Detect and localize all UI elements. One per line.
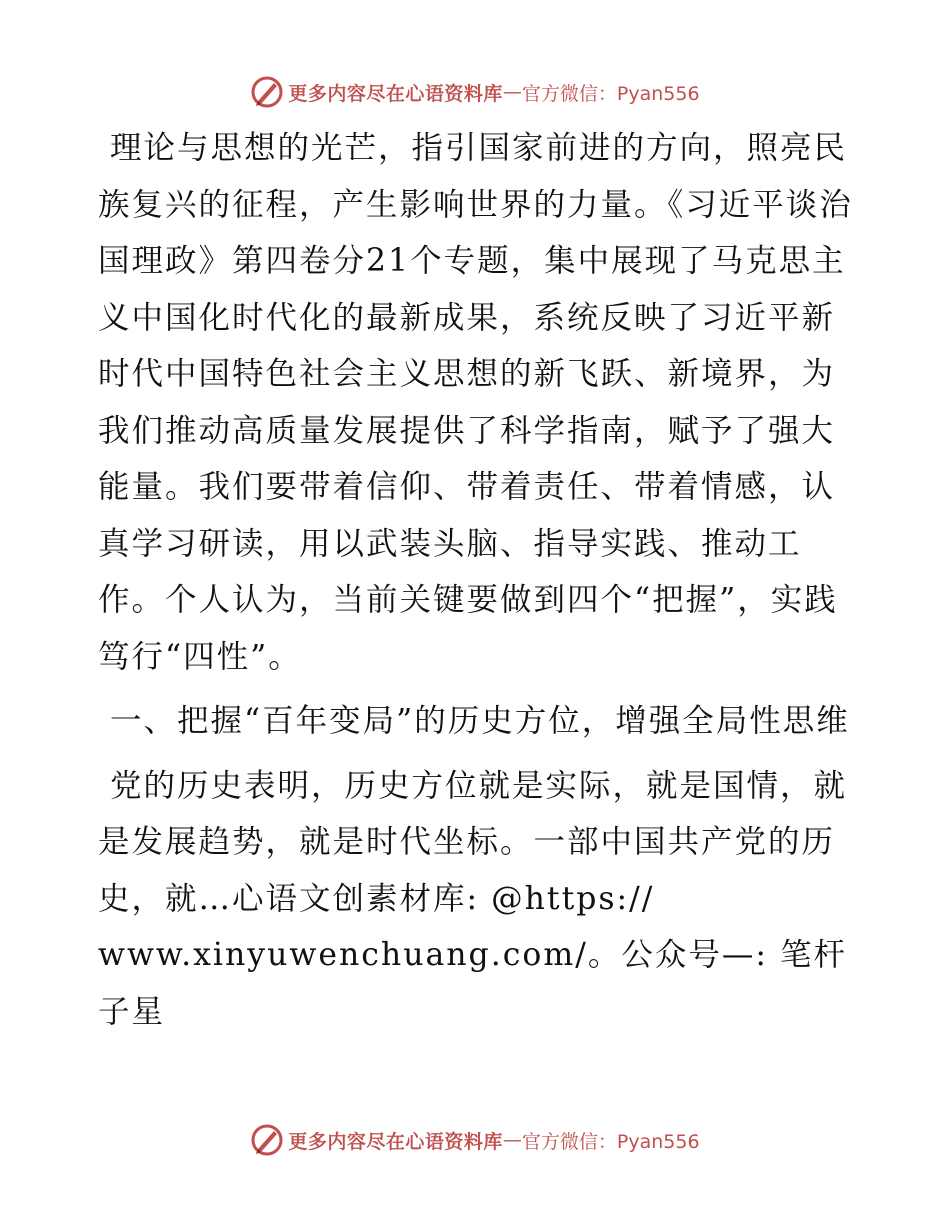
- footer-banner: [0, 1120, 950, 1160]
- document-body: [98, 120, 858, 1040]
- paragraph-intro: 理论与思想的光芒，指引国家前进的方向，照亮民族复兴的征程，产生影响世界的力量。《习近平谈治国理政》第四卷分21个专题，集中展现了马克思主义中国化时代化的最新成果，系统反映了习近平新时代中国特色社会主义思想的新飞跃、新境界，为我们推动高质量发展提供了科学指南，赋予了强大能量。我们要带着信仰、带着责任、带着情感，认真学习研读，用以武装头脑、指导实践、推动工作。个人认为，当前关键要做到四个“把握”，实践笃行“四性”。: [98, 130, 853, 675]
- header-banner: [0, 72, 950, 112]
- banner-title: 更多内容尽在心语资料库: [288, 1130, 503, 1153]
- paragraph-history-text: 党的历史表明，历史方位就是实际，就是国情，就是发展趋势，就是时代坐标。一部中国共产党的历史，就…心语文创素材库: @https://: [98, 767, 848, 917]
- banner-separator: —: [502, 1129, 522, 1151]
- banner-wechat: 官方微信：Pyan556: [521, 1130, 700, 1153]
- pen-logo-icon: [250, 75, 284, 109]
- pen-logo-icon: [250, 1123, 284, 1157]
- paragraph-history: [98, 758, 858, 1041]
- banner-separator: —: [502, 81, 522, 103]
- source-url-text: www.xinyuwenchuang.com/。公众号—: 笔杆子星: [98, 937, 847, 1030]
- banner-title: 更多内容尽在心语资料库: [288, 82, 503, 105]
- banner-wechat: 官方微信：Pyan556: [521, 82, 700, 105]
- section-heading: 一、把握“百年变局”的历史方位，增强全局性思维: [110, 703, 850, 739]
